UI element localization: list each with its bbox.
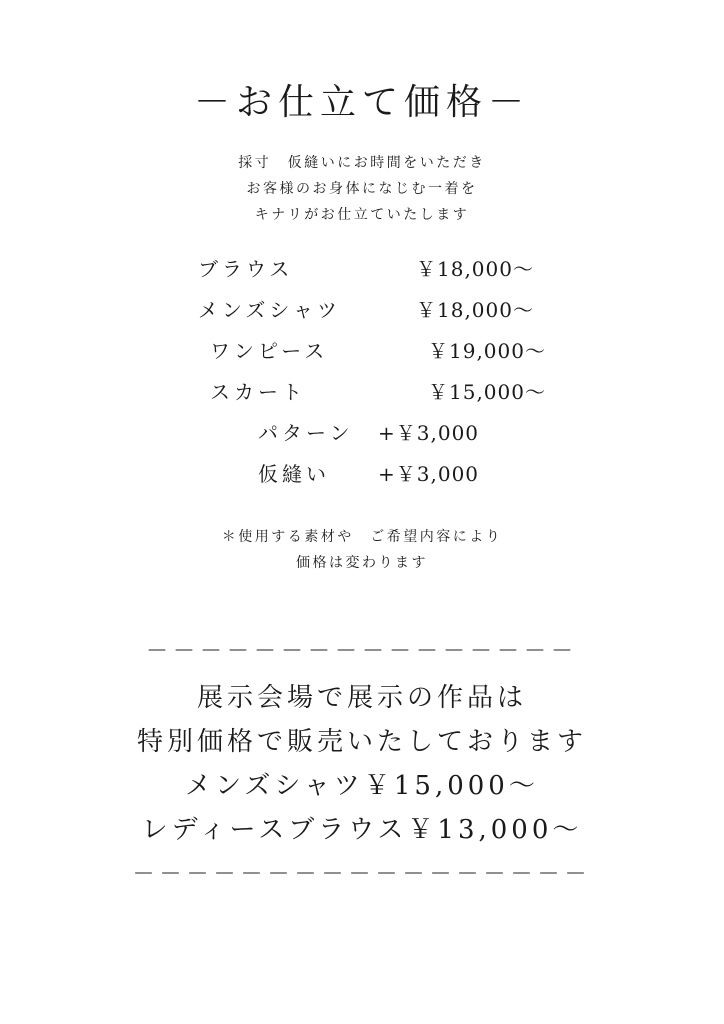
intro-line-3: キナリがお仕立ていたします (254, 207, 470, 223)
price-item-value: ￥18,000～ (416, 257, 534, 281)
option-item-value: +￥3,000 (378, 462, 480, 486)
divider-top: －－－－－－－－－－－－－－－－ (145, 639, 578, 664)
special-line-4: レディースブラウス￥13,000～ (141, 815, 583, 845)
price-item-value: ￥18,000～ (416, 298, 534, 322)
option-item-name: パターン (258, 421, 354, 445)
page-title: －お仕立て価格－ (193, 82, 530, 123)
divider-bottom: －－－－－－－－－－－－－－－－－ (132, 862, 592, 887)
option-item-value: +￥3,000 (378, 421, 480, 445)
special-line-2: 特別価格で販売いたしております (136, 727, 587, 757)
intro-line-2: お客様のお身体になじむ一着を (246, 181, 478, 197)
price-item-name: ブラウス (198, 257, 294, 281)
note-line-1: ＊使用する素材や ご希望内容により (221, 529, 503, 545)
option-item-name: 仮縫い (258, 462, 330, 486)
price-item-value: ￥15,000～ (428, 380, 546, 404)
note-line-2: 価格は変わります (296, 555, 428, 571)
special-line-1: 展示会場で展示の作品は (196, 683, 527, 713)
price-item-name: ワンピース (210, 339, 329, 363)
price-item-name: スカート (210, 380, 306, 404)
intro-line-1: 採寸 仮縫いにお時間をいただき (238, 155, 486, 171)
price-item-name: メンズシャツ (198, 298, 341, 322)
special-line-3: メンズシャツ￥15,000～ (185, 771, 539, 801)
price-item-value: ￥19,000～ (428, 339, 546, 363)
